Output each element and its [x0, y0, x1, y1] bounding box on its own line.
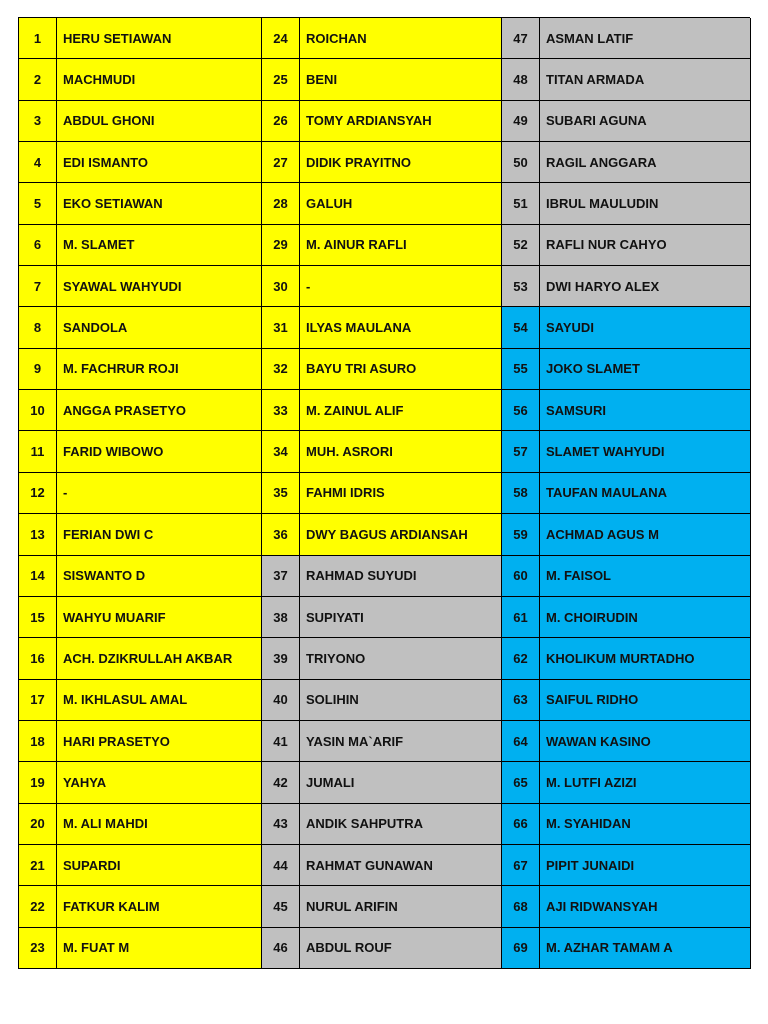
entry-number: 36	[262, 514, 300, 555]
entry-number: 9	[19, 349, 57, 390]
entry-number: 1	[19, 18, 57, 59]
entry-name: M. ALI MAHDI	[57, 804, 262, 845]
entry-number: 49	[502, 101, 540, 142]
entry-number: 47	[502, 18, 540, 59]
entry-name: MACHMUDI	[57, 59, 262, 100]
entry-name: BENI	[300, 59, 502, 100]
entry-name: JOKO SLAMET	[540, 349, 751, 390]
entry-name: ACH. DZIKRULLAH AKBAR	[57, 638, 262, 679]
entry-number: 4	[19, 142, 57, 183]
entry-name: AJI RIDWANSYAH	[540, 886, 751, 927]
entry-number: 63	[502, 680, 540, 721]
entry-name: SAMSURI	[540, 390, 751, 431]
entry-number: 51	[502, 183, 540, 224]
entry-name: M. SLAMET	[57, 225, 262, 266]
entry-name: IBRUL MAULUDIN	[540, 183, 751, 224]
entry-name: WAHYU MUARIF	[57, 597, 262, 638]
entry-name: ILYAS MAULANA	[300, 307, 502, 348]
entry-name: M. CHOIRUDIN	[540, 597, 751, 638]
entry-number: 29	[262, 225, 300, 266]
entry-number: 54	[502, 307, 540, 348]
entry-number: 8	[19, 307, 57, 348]
entry-name: DWI HARYO ALEX	[540, 266, 751, 307]
entry-number: 58	[502, 473, 540, 514]
entry-name: RAGIL ANGGARA	[540, 142, 751, 183]
entry-number: 22	[19, 886, 57, 927]
entry-number: 27	[262, 142, 300, 183]
entry-number: 61	[502, 597, 540, 638]
entry-name: DWY BAGUS ARDIANSAH	[300, 514, 502, 555]
entry-number: 19	[19, 762, 57, 803]
entry-name: M. LUTFI AZIZI	[540, 762, 751, 803]
entry-name: ROICHAN	[300, 18, 502, 59]
entry-name: ABDUL ROUF	[300, 928, 502, 969]
entry-name: SOLIHIN	[300, 680, 502, 721]
entry-name: RAHMAD SUYUDI	[300, 556, 502, 597]
entry-name: SAYUDI	[540, 307, 751, 348]
roster-table	[18, 17, 750, 969]
entry-name: ANDIK SAHPUTRA	[300, 804, 502, 845]
entry-name: MUH. ASRORI	[300, 431, 502, 472]
entry-name: FAHMI IDRIS	[300, 473, 502, 514]
entry-name: FERIAN DWI C	[57, 514, 262, 555]
entry-number: 55	[502, 349, 540, 390]
entry-number: 41	[262, 721, 300, 762]
entry-number: 40	[262, 680, 300, 721]
entry-name: EDI ISMANTO	[57, 142, 262, 183]
entry-number: 15	[19, 597, 57, 638]
entry-name: SUBARI AGUNA	[540, 101, 751, 142]
entry-number: 52	[502, 225, 540, 266]
entry-name: SISWANTO D	[57, 556, 262, 597]
entry-name: -	[57, 473, 262, 514]
entry-number: 2	[19, 59, 57, 100]
entry-number: 21	[19, 845, 57, 886]
entry-name: SUPARDI	[57, 845, 262, 886]
entry-name: M. AZHAR TAMAM A	[540, 928, 751, 969]
entry-name: TITAN ARMADA	[540, 59, 751, 100]
entry-name: M. AINUR RAFLI	[300, 225, 502, 266]
entry-number: 69	[502, 928, 540, 969]
entry-name: KHOLIKUM MURTADHO	[540, 638, 751, 679]
entry-number: 30	[262, 266, 300, 307]
entry-name: NURUL ARIFIN	[300, 886, 502, 927]
entry-name: EKO SETIAWAN	[57, 183, 262, 224]
entry-name: M. ZAINUL ALIF	[300, 390, 502, 431]
entry-name: JUMALI	[300, 762, 502, 803]
entry-number: 62	[502, 638, 540, 679]
entry-number: 32	[262, 349, 300, 390]
entry-number: 3	[19, 101, 57, 142]
entry-number: 23	[19, 928, 57, 969]
entry-number: 20	[19, 804, 57, 845]
entry-number: 53	[502, 266, 540, 307]
entry-number: 17	[19, 680, 57, 721]
entry-number: 18	[19, 721, 57, 762]
entry-name: FARID WIBOWO	[57, 431, 262, 472]
entry-name: ACHMAD AGUS M	[540, 514, 751, 555]
entry-number: 12	[19, 473, 57, 514]
entry-name: M. FUAT M	[57, 928, 262, 969]
entry-number: 59	[502, 514, 540, 555]
entry-number: 25	[262, 59, 300, 100]
entry-name: BAYU TRI ASURO	[300, 349, 502, 390]
entry-name: RAHMAT GUNAWAN	[300, 845, 502, 886]
entry-name: SUPIYATI	[300, 597, 502, 638]
entry-name: PIPIT JUNAIDI	[540, 845, 751, 886]
entry-name: TRIYONO	[300, 638, 502, 679]
entry-number: 46	[262, 928, 300, 969]
entry-name: SYAWAL WAHYUDI	[57, 266, 262, 307]
entry-number: 16	[19, 638, 57, 679]
entry-number: 5	[19, 183, 57, 224]
entry-name: SANDOLA	[57, 307, 262, 348]
entry-number: 13	[19, 514, 57, 555]
entry-name: WAWAN KASINO	[540, 721, 751, 762]
entry-number: 6	[19, 225, 57, 266]
entry-name: SLAMET WAHYUDI	[540, 431, 751, 472]
entry-name: GALUH	[300, 183, 502, 224]
entry-number: 7	[19, 266, 57, 307]
entry-number: 57	[502, 431, 540, 472]
entry-number: 65	[502, 762, 540, 803]
entry-name: TOMY ARDIANSYAH	[300, 101, 502, 142]
entry-number: 43	[262, 804, 300, 845]
entry-name: ABDUL GHONI	[57, 101, 262, 142]
entry-number: 28	[262, 183, 300, 224]
entry-number: 42	[262, 762, 300, 803]
entry-name: SAIFUL RIDHO	[540, 680, 751, 721]
entry-number: 26	[262, 101, 300, 142]
entry-name: HERU SETIAWAN	[57, 18, 262, 59]
entry-number: 31	[262, 307, 300, 348]
entry-name: -	[300, 266, 502, 307]
entry-number: 37	[262, 556, 300, 597]
entry-number: 38	[262, 597, 300, 638]
entry-number: 24	[262, 18, 300, 59]
entry-number: 11	[19, 431, 57, 472]
entry-name: YASIN MA`ARIF	[300, 721, 502, 762]
entry-number: 45	[262, 886, 300, 927]
entry-name: YAHYA	[57, 762, 262, 803]
entry-number: 64	[502, 721, 540, 762]
entry-name: RAFLI NUR CAHYO	[540, 225, 751, 266]
entry-number: 33	[262, 390, 300, 431]
entry-number: 50	[502, 142, 540, 183]
entry-name: DIDIK PRAYITNO	[300, 142, 502, 183]
entry-number: 35	[262, 473, 300, 514]
entry-number: 67	[502, 845, 540, 886]
entry-number: 56	[502, 390, 540, 431]
entry-name: M. FAISOL	[540, 556, 751, 597]
entry-name: M. SYAHIDAN	[540, 804, 751, 845]
entry-number: 10	[19, 390, 57, 431]
entry-number: 48	[502, 59, 540, 100]
entry-number: 39	[262, 638, 300, 679]
entry-number: 14	[19, 556, 57, 597]
entry-name: M. IKHLASUL AMAL	[57, 680, 262, 721]
entry-name: HARI PRASETYO	[57, 721, 262, 762]
entry-number: 34	[262, 431, 300, 472]
entry-name: M. FACHRUR ROJI	[57, 349, 262, 390]
entry-number: 44	[262, 845, 300, 886]
entry-number: 68	[502, 886, 540, 927]
entry-name: ANGGA PRASETYO	[57, 390, 262, 431]
entry-name: TAUFAN MAULANA	[540, 473, 751, 514]
entry-number: 60	[502, 556, 540, 597]
entry-number: 66	[502, 804, 540, 845]
entry-name: ASMAN LATIF	[540, 18, 751, 59]
entry-name: FATKUR KALIM	[57, 886, 262, 927]
